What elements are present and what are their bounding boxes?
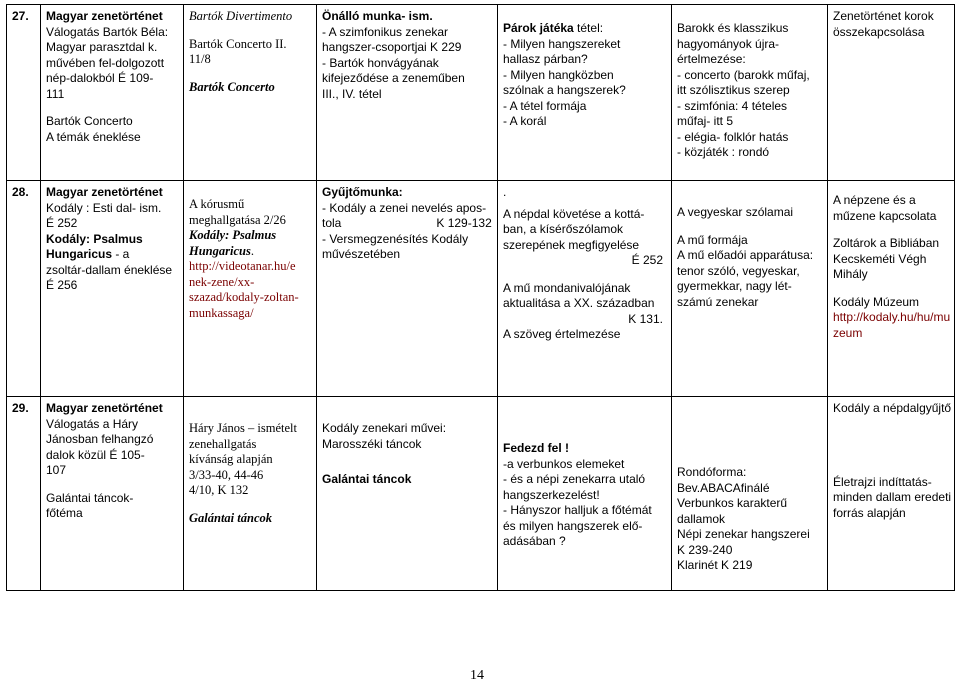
- videotanar-link[interactable]: http://videotanar.hu/e: [189, 259, 296, 273]
- listening-cell: Bartók Divertimento Bartók Concerto II. 11/8 Bartók Concerto: [184, 5, 317, 181]
- task-cell: Önálló munka- ism. - A szimfonikus zenekar hangszer-csoportjai K 229 - Bartók honvágyának kifejeződése a zeneműben III., IV. tétel: [317, 5, 498, 181]
- topic-cell: Magyar zenetörténet Válogatás a Háry Jánosban felhangzó dalok közül É 105- 107 Galántai táncok- főtéma: [41, 397, 184, 591]
- row-number: 28.: [7, 181, 41, 397]
- activity-cell: Párok játéka tétel: - Milyen hangszereket hallasz párban? - Milyen hangközben szólnak a hangszerek? - A tétel formája - A korál: [498, 5, 672, 181]
- kodaly-museum-link[interactable]: http://kodaly.hu/hu/mu: [833, 310, 951, 324]
- concept-cell: A vegyeskar szólamai A mű formája A mű előadói apparátusa: tenor szóló, vegyeskar, gyermekkar, nagy lét- számú zenekar: [672, 181, 828, 397]
- videotanar-link[interactable]: nek-zene/xx-: [189, 274, 255, 289]
- connection-cell: A népzene és a műzene kapcsolata Zoltárok a Bibliában Kecskeméti Végh Mihály Kodály Múzeum http://kodaly.hu/hu/mu zeum: [828, 181, 955, 397]
- kodaly-museum-link[interactable]: zeum: [833, 325, 863, 340]
- activity-cell: . A népdal követése a kottá- ban, a kísérőszólamok szerepének megfigyelése É 252 A mű mondanivalójának aktualitása a XX. században K 131. A szöveg értelmezése: [498, 181, 672, 397]
- topic-cell: Magyar zenetörténet Válogatás Bartók Béla: Magyar parasztdal k. művében fel-dolgozott nép-dalokból É 109- 111 Bartók Concerto A témák éneklése: [41, 5, 184, 181]
- listening-cell: Háry János – ismételt zenehallgatás kívánság alapján 3/33-40, 44-46 4/10, K 132 Galántai táncok: [184, 397, 317, 591]
- connection-cell: Kodály a népdalgyűjtő Életrajzi indíttatás- minden dallam eredeti forrás alapján: [828, 397, 955, 591]
- connection-cell: Zenetörténet korok összekapcsolása: [828, 5, 955, 181]
- topic-cell: Magyar zenetörténet Kodály : Esti dal- ism. É 252 Kodály: Psalmus Hungaricus - a zsoltár-dallam éneklése É 256: [41, 181, 184, 397]
- page-number: 14: [470, 668, 484, 683]
- listening-cell: A kórusmű meghallgatása 2/26 Kodály: Psalmus Hungaricus. http://videotanar.hu/e nek-zene/xx- szazad/kodaly-zoltan- munkassaga/: [184, 181, 317, 397]
- videotanar-link[interactable]: szazad/kodaly-zoltan-: [189, 290, 299, 304]
- concept-cell: Rondóforma: Bev.ABACAfinálé Verbunkos karakterű dallamok Népi zenekar hangszerei K 239-240 Klarinét K 219: [672, 397, 828, 591]
- videotanar-link[interactable]: munkassaga/: [189, 305, 254, 320]
- task-cell: Kodály zenekari művei: Marosszéki táncok Galántai táncok: [317, 397, 498, 591]
- curriculum-table: [6, 4, 955, 591]
- table-row: [7, 5, 955, 181]
- activity-cell: Fedezd fel ! -a verbunkos elemeket - és a népi zenekarra utaló hangszerkezelést! - Hányszor halljuk a főtémát és milyen hangszerek elő- adásában ?: [498, 397, 672, 591]
- table-row: [7, 181, 955, 397]
- row-number: 29.: [7, 397, 41, 591]
- table-row: [7, 397, 955, 591]
- concept-cell: Barokk és klasszikus hagyományok újra- értelmezése: - concerto (barokk műfaj, itt szólisztikus szerep - szimfónia: 4 tételes műfaj- itt 5 - elégia- folklór hatás - közjáték : rondó: [672, 5, 828, 181]
- task-cell: Gyűjtőmunka: - Kodály a zenei nevelés apos- tola K 129-132 - Versmegzenésítés Kodály művészetében: [317, 181, 498, 397]
- row-number: 27.: [7, 5, 41, 181]
